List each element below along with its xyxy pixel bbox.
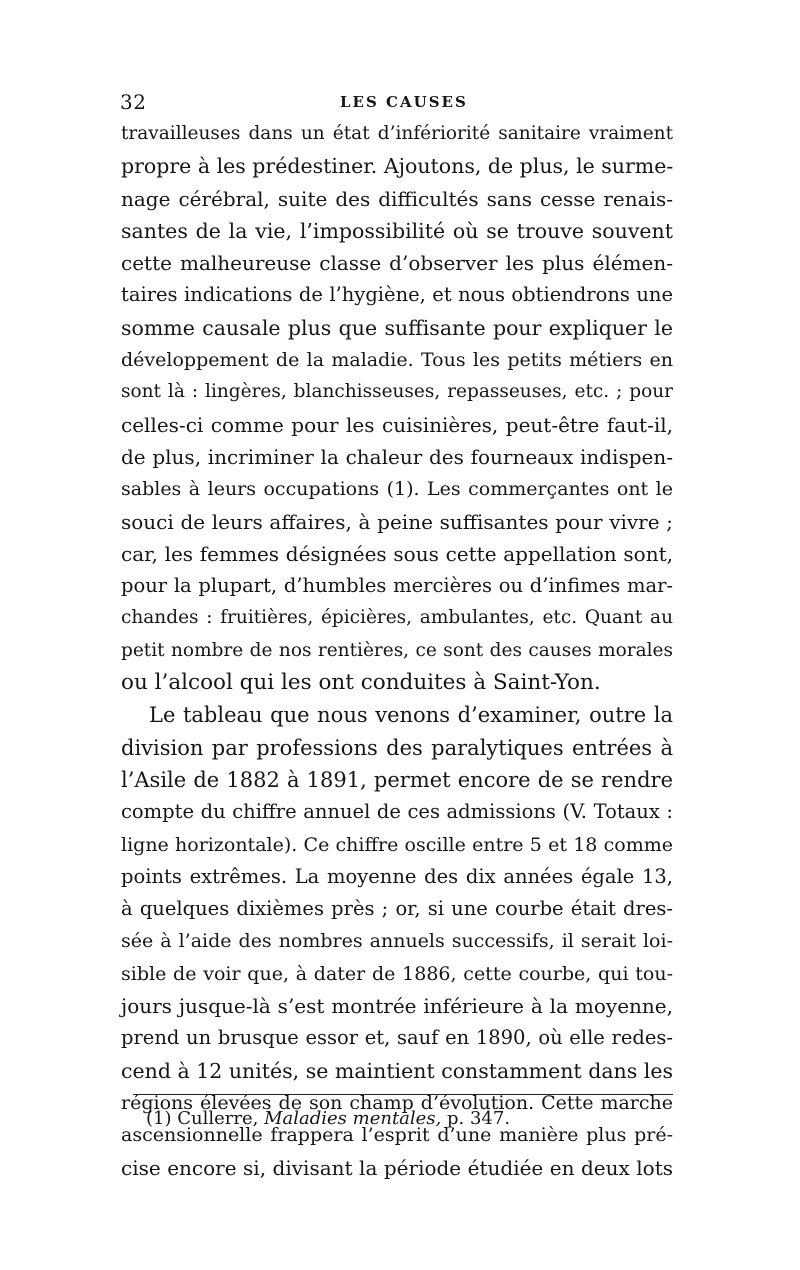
- paragraph-end-line: ou l’alcool qui les ont conduites à Saint-Yon.: [121, 670, 601, 696]
- text-line: travailleuses dans un état d’infériorité sanitaire vraiment: [121, 123, 673, 144]
- text-line: sables à leurs occupations (1). Les commerçantes ont le: [121, 478, 673, 501]
- text-line: de plus, incriminer la chaleur des fourneaux indispen-: [121, 444, 673, 469]
- page-number: 32: [120, 90, 147, 114]
- text-line: taires indications de l’hygiène, et nous obtiendrons une: [121, 283, 673, 307]
- footnote-divider: [133, 1094, 673, 1095]
- text-line: souci de leurs affaires, à peine suffisantes pour vivre ;: [121, 509, 673, 534]
- footnote-marker: (1): [146, 1108, 172, 1129]
- text-line: celles-ci comme pour les cuisinières, peut-être faut-il,: [121, 412, 673, 437]
- text-line: pour la plupart, d’humbles mercières ou d’infimes mar-: [121, 574, 673, 598]
- text-line: régions élevées de son champ d’évolution. Cette marche: [121, 1091, 673, 1114]
- text-line: santes de la vie, l’impossibilité où se trouve souvent: [121, 218, 673, 243]
- text-line: somme causale plus que suffisante pour expliquer le: [121, 315, 673, 340]
- footnote-page: p. 347.: [447, 1108, 511, 1129]
- text-line: jours jusque-là s’est montrée inférieure à la moyenne,: [121, 994, 673, 1019]
- text-line: chandes : fruitières, épicières, ambulantes, etc. Quant au: [121, 607, 673, 629]
- text-line: compte du chiffre annuel de ces admissions (V. Totaux :: [121, 800, 673, 824]
- paragraph-start-line: Le tableau que nous venons d’examiner, outre la: [149, 703, 673, 728]
- body-text: [121, 118, 673, 1184]
- text-line: sée à l’aide des nombres annuels successifs, il serait loi-: [121, 930, 673, 953]
- text-line: ascensionnelle frappera l’esprit d’une manière plus pré-: [121, 1124, 673, 1147]
- text-line: car, les femmes désignées sous cette appellation sont,: [121, 541, 673, 566]
- text-line: propre à les prédestiner. Ajoutons, de plus, le surme-: [121, 154, 674, 179]
- footnote-title: Maladies mentales,: [264, 1108, 442, 1129]
- text-line: sible de voir que, à dater de 1886, cette courbe, qui tou-: [121, 962, 673, 985]
- running-head: LES CAUSES: [340, 93, 468, 111]
- text-line: développement de la maladie. Tous les petits métiers en: [121, 349, 673, 372]
- text-line: à quelques dixièmes près ; or, si une courbe était dres-: [121, 897, 673, 921]
- text-line: division par professions des paralytiques entrées à: [121, 735, 673, 760]
- text-line: prend un brusque essor et, sauf en 1890, où elle redes-: [121, 1026, 673, 1050]
- text-line: petit nombre de nos rentières, ce sont des causes morales: [121, 639, 673, 661]
- text-line: l’Asile de 1882 à 1891, permet encore de se rendre: [121, 767, 673, 792]
- footnote-author: Cullerre,: [177, 1108, 259, 1129]
- text-line: cette malheureuse classe d’observer les plus élémen-: [121, 251, 673, 276]
- text-line: points extrêmes. La moyenne des dix années égale 13,: [121, 864, 673, 888]
- text-line: nage cérébral, suite des difficultés sans cesse renais-: [121, 186, 673, 211]
- text-line: ligne horizontale). Ce chiffre oscille entre 5 et 18 comme: [121, 833, 673, 856]
- text-line: cise encore si, divisant la période étudiée en deux lots: [121, 1155, 673, 1180]
- footnote: [146, 1108, 510, 1129]
- text-line: sont là : lingères, blanchisseuses, repasseuses, etc. ; pour: [121, 381, 673, 403]
- text-line: cend à 12 unités, se maintient constamment dans les: [121, 1058, 673, 1083]
